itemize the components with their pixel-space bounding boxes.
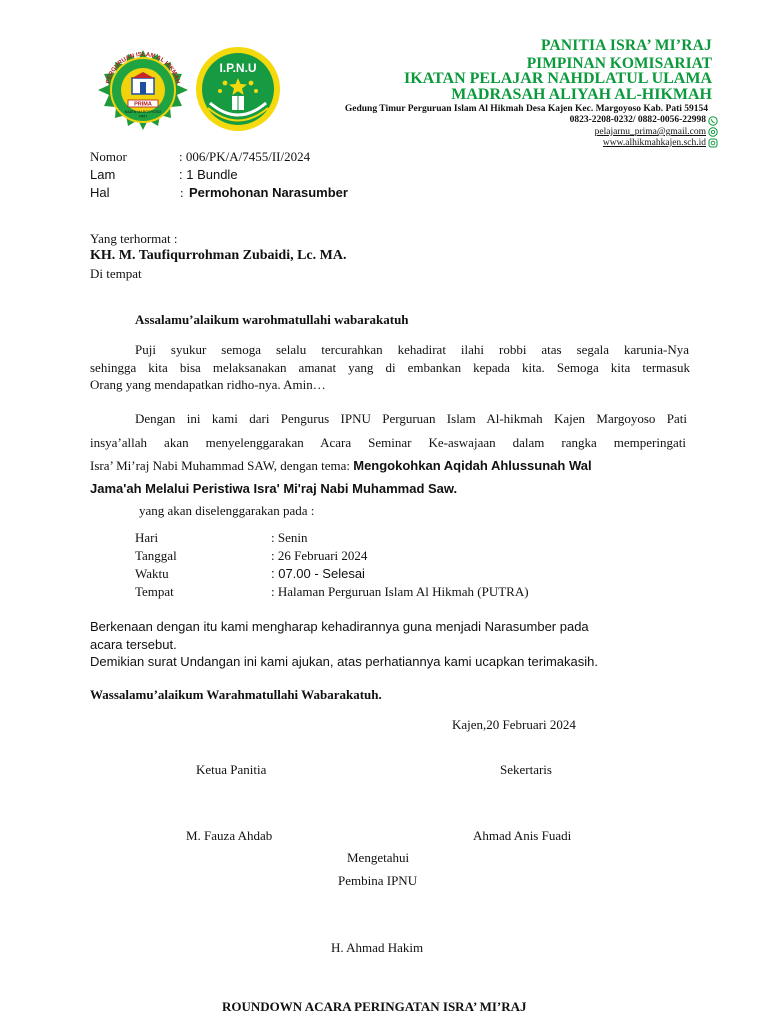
closing-line2: acara tersebut. [90, 637, 177, 652]
mengetahui-label: Mengetahui [347, 850, 410, 865]
school-logo-sub3: PATI [139, 114, 147, 119]
header-address: Gedung Timur Perguruan Islam Al Hikmah Desa Kajen Kec. Margoyoso Kab. Pati 59154 [344, 104, 708, 114]
schedule-time-label: Waktu [135, 566, 169, 581]
paragraph2-line2: insya’allah akan menyelenggarakan Acara Seminar Ke-aswajaan dalam rangka memperingati [90, 435, 686, 450]
school-logo-sub2: KAJEN MARGOYOSO [124, 110, 162, 114]
paragraph1-line3: Orang yang mendapatkan ridho-nya. Amin… [90, 377, 326, 392]
school-logo-text: PERGURUAN ISLAM AL HIKMAH [105, 51, 181, 85]
theme-title-part2: Jama'ah Melalui Peristiwa Isra' Mi'raj Nabi Muhammad Saw. [90, 481, 458, 496]
pembina-name: H. Ahmad Hakim [331, 940, 424, 955]
theme-title-part1: Mengokohkan Aqidah Ahlussunah Wal [353, 458, 592, 473]
salam-opening: Assalamu’alaikum warohmatullahi wabarakatuh [135, 312, 409, 327]
email-icon [708, 127, 718, 137]
whatsapp-icon [708, 116, 718, 126]
header-board: PIMPINAN KOMISARIAT [526, 55, 712, 72]
ketua-title: Ketua Panitia [196, 762, 267, 777]
hal-value: Permohonan Narasumber [189, 185, 348, 200]
recipient-name: KH. M. Taufiqurrohman Zubaidi, Lc. MA. [90, 248, 347, 263]
schedule-date-label: Tanggal [135, 548, 177, 563]
schedule-date-value: : 26 Februari 2024 [271, 548, 368, 563]
schedule-day-label: Hari [135, 530, 159, 545]
sekretaris-name: Ahmad Anis Fuadi [473, 828, 572, 843]
schedule-place-label: Tempat [135, 584, 174, 599]
paragraph1-line1: Puji syukur semoga selalu tercurahkan kehadirat ilahi robbi atas segala karunia-Nya [135, 342, 689, 357]
paragraph2-line1: Dengan ini kami dari Pengurus IPNU Perguruan Islam Al-hikmah Kajen Margoyoso Pati [135, 411, 687, 426]
closing-line3: Demikian surat Undangan ini kami ajukan, atas perhatiannya kami ucapkan terimakasih. [90, 654, 598, 669]
header-committee: PANITIA ISRA’ MI’RAJ [540, 37, 712, 54]
recipient-place: Di tempat [90, 266, 142, 281]
recipient-greeting: Yang terhormat : [90, 231, 178, 246]
school-logo-sub: PRIMA [134, 101, 152, 108]
sekretaris-title: Sekertaris [500, 762, 552, 777]
header-email[interactable]: pelajarnu_prima@gmail.com [594, 127, 706, 137]
closing-line1: Berkenaan dengan itu kami mengharap kehadirannya guna menjadi Narasumber pada [90, 619, 589, 634]
header-organization: IKATAN PELAJAR NAHDLATUL ULAMA [403, 70, 712, 87]
ipnu-logo [194, 45, 282, 133]
schedule-place-value: : Halaman Perguruan Islam Al Hikmah (PUTRA) [271, 584, 529, 599]
instagram-icon [708, 138, 718, 148]
hal-label: Hal [90, 185, 110, 200]
header-website[interactable]: www.alhikmahkajen.sch.id [602, 138, 706, 148]
schedule-intro: yang akan diselenggarakan pada : [139, 503, 315, 518]
salam-closing: Wassalamu’alaikum Warahmatullahi Wabarakatuh. [90, 687, 382, 702]
schedule-time-value: : 07.00 - Selesai [271, 566, 365, 581]
pembina-title: Pembina IPNU [338, 873, 418, 888]
nomor-label: Nomor [90, 149, 127, 164]
ketua-name: M. Fauza Ahdab [186, 828, 273, 843]
header-phone: 0823-2208-0232/ 0882-0056-22998 [569, 115, 706, 125]
paragraph1-line2: sehingga kita bisa melaksanakan amanat yang di embankan kepada kita. Semoga kita termasuk [90, 360, 690, 375]
roundown-title: ROUNDOWN ACARA PERINGATAN ISRA’ MI’RAJ [222, 999, 527, 1014]
lam-label: Lam [90, 167, 116, 182]
hal-colon: : [180, 185, 184, 200]
lam-value: : 1 Bundle [179, 167, 238, 182]
header-school: MADRASAH ALIYAH AL-HIKMAH [451, 86, 712, 103]
nomor-value: : 006/PK/A/7455/II/2024 [179, 149, 311, 164]
school-logo [96, 48, 190, 132]
theme-intro: Isra’ Mi’raj Nabi Muhammad SAW, dengan tema: [90, 458, 354, 473]
schedule-day-value: : Senin [271, 530, 308, 545]
place-date: Kajen,20 Februari 2024 [452, 717, 576, 732]
paragraph2-line3 [90, 457, 592, 475]
ipnu-logo-text: I.P.N.U [219, 61, 257, 75]
